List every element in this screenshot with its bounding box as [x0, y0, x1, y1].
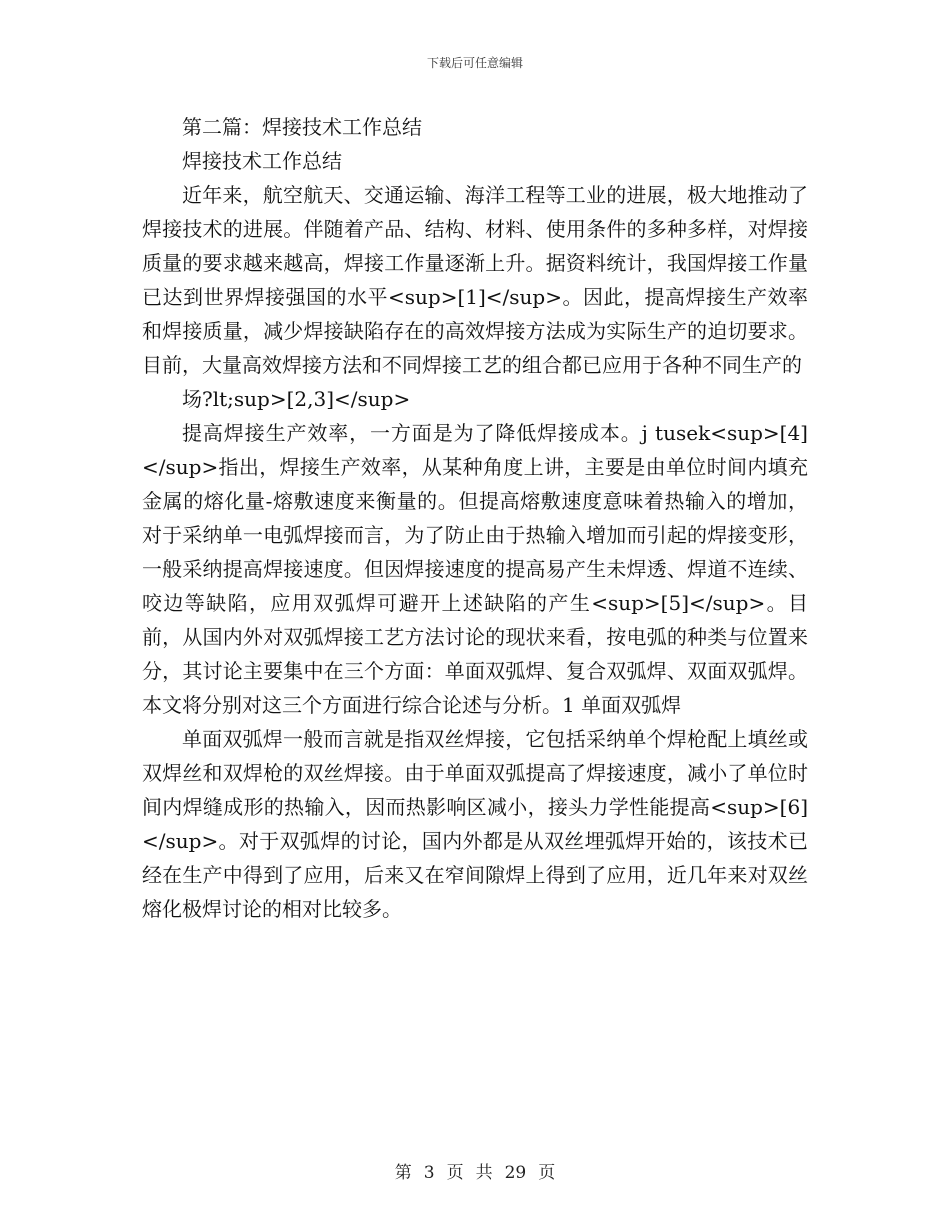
section-title: 第二篇：焊接技术工作总结 — [182, 115, 422, 139]
footer-gong: 共 — [475, 1163, 493, 1183]
footer-suffix: 页 — [538, 1163, 556, 1183]
paragraph: 单面双弧焊一般而言就是指双丝焊接，它包括采纳单个焊枪配上填丝或双焊丝和双焊枪的双丝焊接。由于单面双弧提高了焊接速度，减小了单位时间内焊缝成形的热输入，因而热影响区减小，接头力学性能提高<sup>[6]</sup>。对于双弧焊的讨论，国内外都是从双丝埋弧焊开始的，该技术已经在生产中得到了应用，后来又在窄间隙焊上得到了应用，近几年来对双丝熔化极焊讨论的相对比较多。 — [142, 727, 808, 921]
footer-mid: 页 — [446, 1163, 464, 1183]
paragraph: 提高焊接生产效率，一方面是为了降低焊接成本。j tusek<sup>[4]</sup>指出，焊接生产效率，从某种角度上讲，主要是由单位时间内填充金属的熔化量-熔敷速度来衡量的。但提高熔敷速度意味着热输入的增加，对于采纳单一电弧焊接而言，为了防止由于热输入增加而引起的焊接变形，一般采纳提高焊接速度。但因焊接速度的提高易产生未焊透、焊道不连续、咬边等缺陷，应用双弧焊可避开上述缺陷的产生<sup>[5]</sup>。目前，从国内外对双弧焊接工艺方法讨论的现状来看，按电弧的种类与位置来分，其讨论主要集中在三个方面：单面双弧焊、复合双弧焊、双面双弧焊。本文将分别对这三个方面进行综合论述与分析。1 单面双弧焊 — [142, 421, 808, 717]
footer-page-number: 3 — [423, 1163, 435, 1183]
paragraph: 场?lt;sup>[2,3]</sup> — [182, 387, 411, 411]
footer-prefix: 第 — [394, 1163, 412, 1183]
document-body — [142, 110, 808, 926]
footer-total-pages: 29 — [504, 1163, 527, 1183]
article-title: 焊接技术工作总结 — [182, 149, 342, 173]
page-footer — [0, 1158, 950, 1183]
page-header-note: 下载后可任意编辑 — [426, 56, 523, 70]
paragraph: 近年来，航空航天、交通运输、海洋工程等工业的进展，极大地推动了焊接技术的进展。伴随着产品、结构、材料、使用条件的多种多样，对焊接质量的要求越来越高，焊接工作量逐渐上升。据资料统计，我国焊接工作量已达到世界焊接强国的水平<sup>[1]</sup>。因此，提高焊接生产效率和焊接质量，减少焊接缺陷存在的高效焊接方法成为实际生产的迫切要求。目前，大量高效焊接方法和不同焊接工艺的组合都已应用于各种不同生产的 — [142, 183, 808, 377]
